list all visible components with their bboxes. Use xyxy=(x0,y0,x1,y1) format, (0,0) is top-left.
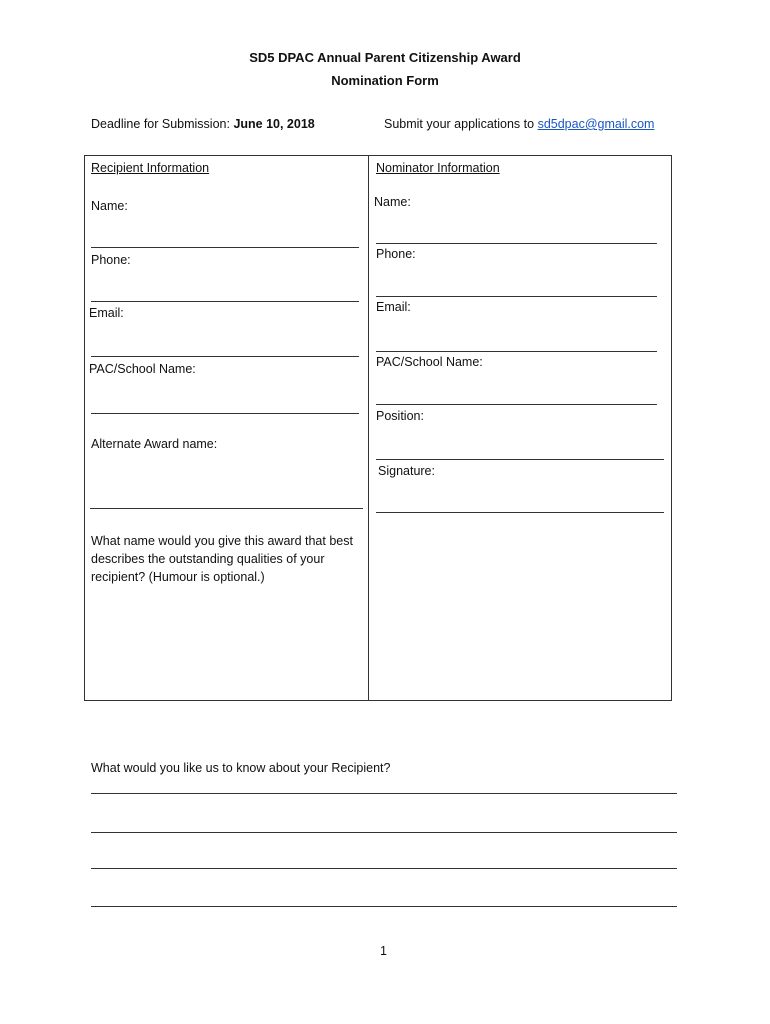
about-recipient-line-2[interactable] xyxy=(91,832,677,833)
recipient-email-field[interactable] xyxy=(91,356,359,357)
nominator-position-label: Position: xyxy=(376,409,424,423)
nominator-email-field[interactable] xyxy=(376,351,657,352)
nominator-phone-label: Phone: xyxy=(376,247,416,261)
nominator-school-field[interactable] xyxy=(376,404,657,405)
recipient-school-field[interactable] xyxy=(91,413,359,414)
nominator-school-label: PAC/School Name: xyxy=(376,355,483,369)
nominator-signature-field[interactable] xyxy=(376,512,664,513)
submit-email-link[interactable]: sd5dpac@gmail.com xyxy=(537,117,655,131)
recipient-heading: Recipient Information xyxy=(91,161,210,175)
about-recipient-question: What would you like us to know about your Recipient? xyxy=(91,761,391,775)
recipient-email-label: Email: xyxy=(89,306,124,320)
about-recipient-line-1[interactable] xyxy=(91,793,677,794)
deadline xyxy=(91,117,315,131)
about-recipient-line-3[interactable] xyxy=(91,868,677,869)
nominator-heading: Nominator Information xyxy=(376,161,500,175)
nominator-phone-field[interactable] xyxy=(376,296,657,297)
nominator-email-label: Email: xyxy=(376,300,411,314)
nominator-position-field[interactable] xyxy=(376,459,664,460)
nomination-table xyxy=(84,155,672,701)
recipient-school-label: PAC/School Name: xyxy=(89,362,196,376)
nominator-name-field[interactable] xyxy=(376,243,657,244)
recipient-phone-field[interactable] xyxy=(91,301,359,302)
nominator-signature-label: Signature: xyxy=(378,464,435,478)
deadline-label: Deadline for Submission: xyxy=(91,117,234,131)
form-title: SD5 DPAC Annual Parent Citizenship Award xyxy=(249,50,521,65)
recipient-alt-award-label: Alternate Award name: xyxy=(91,437,218,451)
column-divider xyxy=(368,156,369,700)
about-recipient-line-4[interactable] xyxy=(91,906,677,907)
submit-text: Submit your applications to xyxy=(384,117,538,131)
recipient-name-field[interactable] xyxy=(91,247,359,248)
recipient-phone-label: Phone: xyxy=(91,253,131,267)
recipient-name-label: Name: xyxy=(91,199,128,213)
deadline-date: June 10, 2018 xyxy=(233,117,315,131)
recipient-alt-award-field[interactable] xyxy=(90,508,363,509)
page-number: 1 xyxy=(380,944,387,958)
submit-instructions xyxy=(384,117,654,131)
form-subtitle: Nomination Form xyxy=(331,73,439,88)
recipient-award-question: What name would you give this award that best describes the outstanding qualities of your recipient? (Humour is optional.) xyxy=(91,534,353,584)
nominator-name-label: Name: xyxy=(374,195,411,209)
